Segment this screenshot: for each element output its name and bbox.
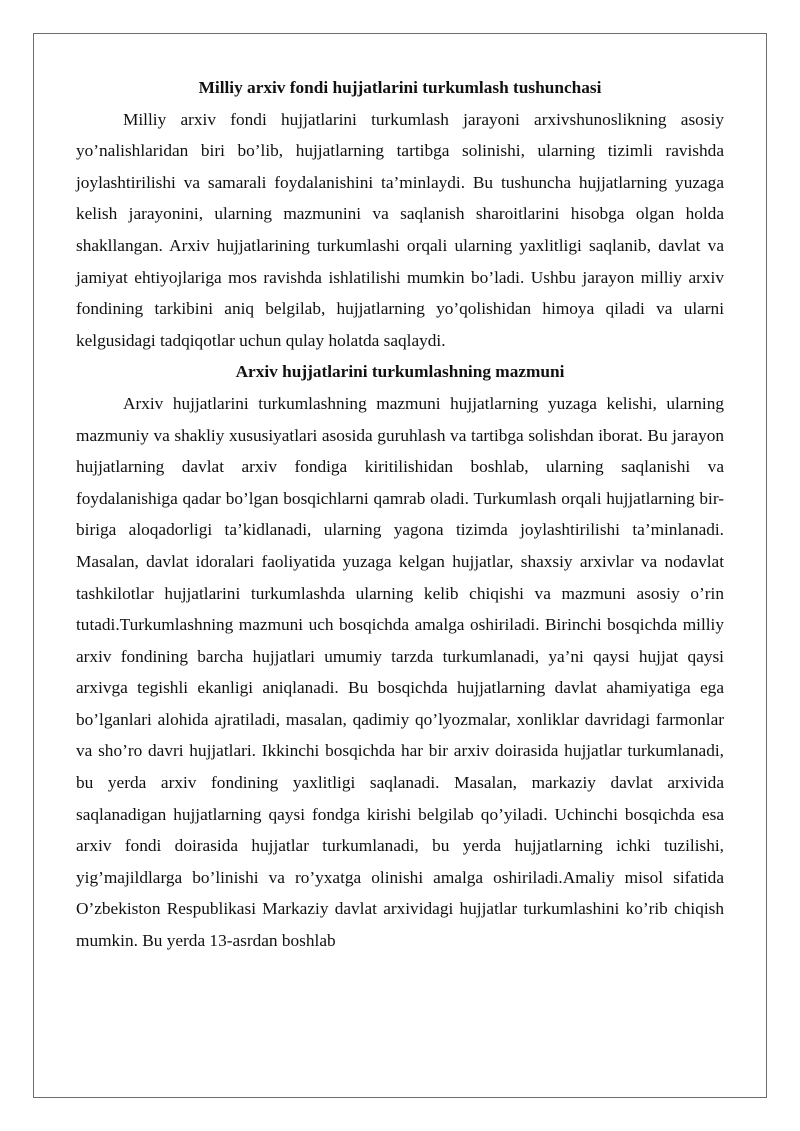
section-paragraph-2: Arxiv hujjatlarini turkumlashning mazmuni hujjatlarning yuzaga kelishi, ularning mazmuniy va shakliy xususiyatlari asosida guruhlash va tartibga solishdan iborat. Bu jarayon hujjatlarning davlat arxiv fondiga kiritilishidan boshlab, ularning saqlanishi va foydalanishiga qadar bo’lgan bosqichlarni qamrab oladi. Turkumlash orqali hujjatlarning bir-biriga aloqadorligi ta’kidlanadi, ularning yagona tizimda joylashtirilishi ta’minlanadi. Masalan, davlat idoralari faoliyatida yuzaga kelgan hujjatlar, shaxsiy arxivlar va nodavlat tashkilotlar hujjatlarini turkumlashda ularning kelib chiqishi va mazmuni asosiy o’rin tutadi.Turkumlashning mazmuni uch bosqichda amalga oshiriladi. Birinchi bosqichda milliy arxiv fondining barcha hujjatlari umumiy tarzda turkumlanadi, ya’ni qaysi hujjat qaysi arxivga tegishli ekanligi aniqlanadi. Bu bosqichda hujjatlarning davlat ahamiyatiga ega bo’lganlari alohida ajratiladi, masalan, qadimiy qo’lyozmalar, xonliklar davridagi farmonlar va sho’ro davri hujjatlari. Ikkinchi bosqichda har bir arxiv doirasida hujjatlar turkumlanadi, bu yerda arxiv fondining yaxlitligi saqlanadi. Masalan, markaziy davlat arxivida saqlanadigan hujjatlarning qaysi fondga kirishi belgilab qo’yiladi. Uchinchi bosqichda esa arxiv fondi doirasida hujjatlar turkumlanadi, bu yerda hujjatlarning ichki tuzilishi, yig’majildlarga bo’linishi va ro’yxatga olinishi amalga oshiriladi.Amaliy misol sifatida O’zbekiston Respublikasi Markaziy davlat arxividagi hujjatlar turkumlashini ko’rib chiqish mumkin. Bu yerda 13-asrdan boshlab	[76, 393, 724, 951]
document-body	[76, 72, 724, 957]
section-heading-2: Arxiv hujjatlarini turkumlashning mazmuni	[235, 362, 565, 382]
section-heading-1: Milliy arxiv fondi hujjatlarini turkumlash tushunchasi	[198, 78, 602, 97]
section-paragraph-1: Milliy arxiv fondi hujjatlarini turkumlash jarayoni arxivshunoslikning asosiy yo’nalishlaridan biri bo’lib, hujjatlarning tartibga solinishi, ularning tizimli ravishda joylashtirilishi va samarali foydalanishini ta’minlaydi. Bu tushuncha hujjatlarning yuzaga kelish jarayonini, ularning mazmunini va saqlanish sharoitlarini hisobga olgan holda shakllangan. Arxiv hujjatlarining turkumlashi orqali ularning yaxlitligi saqlanib, davlat va jamiyat ehtiyojlariga mos ravishda ishlatilishi mumkin bo’ladi. Ushbu jarayon milliy arxiv fondining tarkibini aniq belgilab, hujjatlarning yo’qolishidan himoya qiladi va ularni kelgusidagi tadqiqotlar uchun qulay holatda saqlaydi.	[76, 109, 724, 350]
